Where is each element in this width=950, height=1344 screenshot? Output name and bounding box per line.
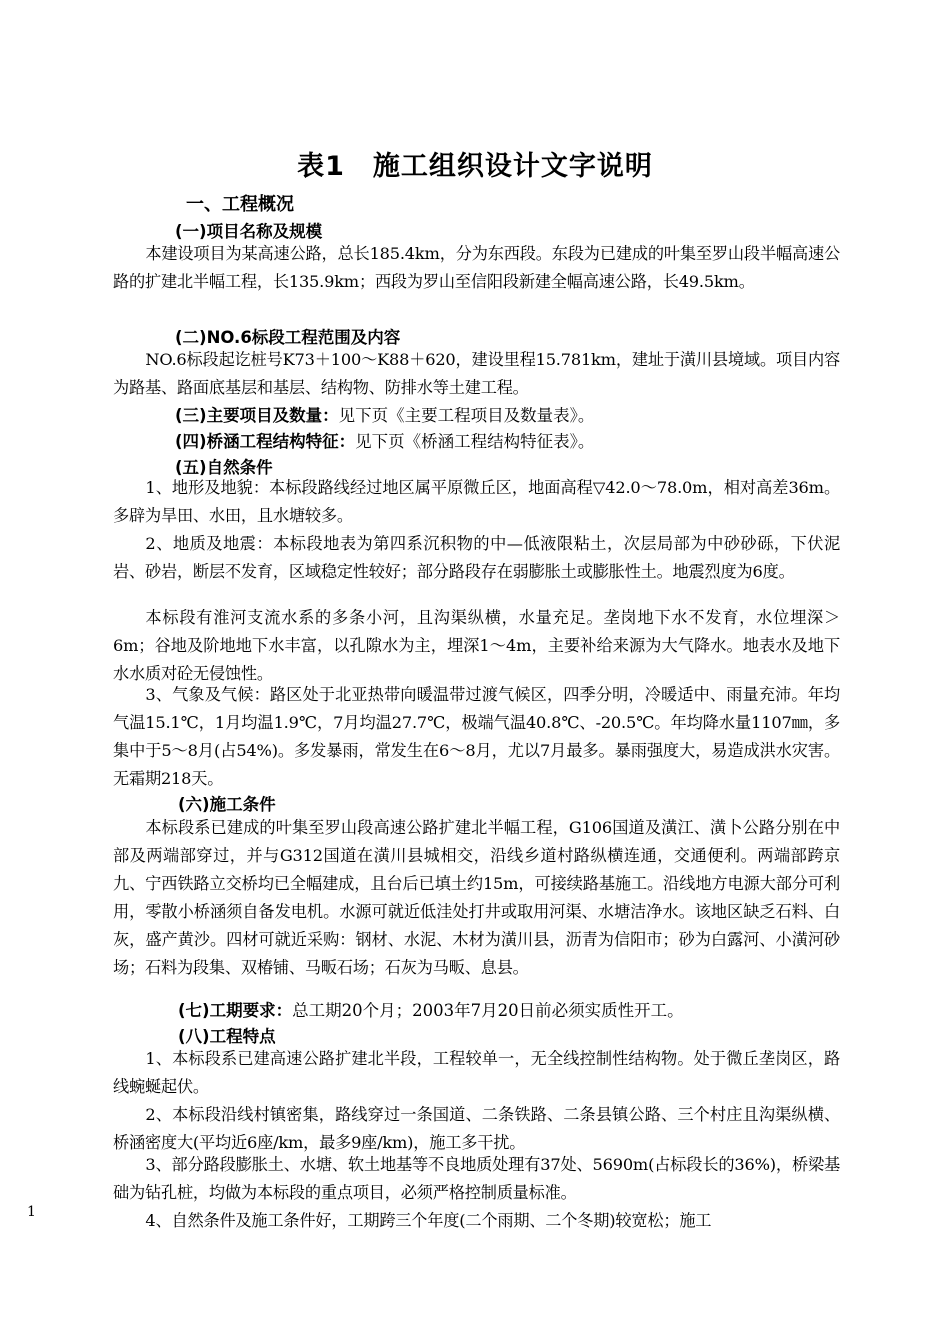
paragraph-feature-1: 1、本标段系已建高速公路扩建北半段，工程较单一，无全线控制性结构物。处于微丘垄岗区，路线蜿蜒起伏。 — [113, 1049, 840, 1096]
heading-features: (八)工程特点 — [178, 1027, 276, 1046]
paragraph-project-scale: 本建设项目为某高速公路，总长185.4km，分为东西段。东段为已建成的叶集至罗山段半幅高速公路的扩建北半幅工程，长135.9km；西段为罗山至信阳段新建全幅高速公路，长49.5km。 — [113, 244, 840, 291]
heading-construction-conditions: (六)施工条件 — [178, 795, 276, 814]
paragraph-feature-3: 3、部分路段膨胀土、水塘、软土地基等不良地质处理有37处、5690m(占标段长的36%)，桥梁基础为钻孔桩，均做为本标段的重点项目，必须严格控制质量标准。 — [113, 1155, 840, 1202]
heading-main-items-label: (三)主要项目及数量： — [175, 406, 339, 425]
paragraph-feature-4: 4、自然条件及施工条件好，工期跨三个年度(二个雨期、二个冬期)较宽松；施工 — [145, 1211, 712, 1230]
main-items-reference: 见下页《主要工程项目及数量表》。 — [338, 406, 595, 425]
heading-natural-conditions: (五)自然条件 — [175, 458, 273, 477]
section-heading-overview: 一、工程概况 — [186, 194, 294, 215]
paragraph-climate: 3、气象及气候：路区处于北亚热带向暖温带过渡气候区，四季分明，冷暖适中、雨量充沛。年均气温15.1℃，1月均温1.9℃，7月均温27.7℃，极端气温40.8℃、-20.5℃。年均降水量1107㎜，多集中于5～8月(占54%)。多发暴雨，常发生在6～8月，尤以7月最多。暴雨强度大，易造成洪水灾害。无霜期218天。 — [113, 685, 840, 788]
paragraph-section-scope: NO.6标段起讫桩号K73＋100～K88＋620，建设里程15.781km，建址于潢川县境域。项目内容为路基、路面底基层和基层、结构物、防排水等土建工程。 — [113, 350, 840, 397]
heading-project-scale: (一)项目名称及规模 — [175, 222, 323, 241]
heading-schedule-label: (七)工期要求： — [178, 1001, 293, 1020]
heading-section-scope: (二)NO.6标段工程范围及内容 — [175, 328, 401, 347]
heading-bridge-features-label: (四)桥涵工程结构特征： — [175, 432, 356, 451]
page-number: 1 — [27, 1204, 36, 1220]
paragraph-construction-conditions: 本标段系已建成的叶集至罗山段高速公路扩建北半幅工程，G106国道及潢江、潢卜公路分别在中部及两端部穿过，并与G312国道在潢川县城相交，沿线乡道村路纵横连通，交通便利。两端部跨京九、宁西铁路立交桥均已全幅建成，且台后已填土约15m，可接续路基施工。沿线地方电源大部分可利用，零散小桥涵须自备发电机。水源可就近低洼处打井或取用河渠、水塘洁净水。该地区缺乏石料、白灰，盛产黄沙。四材可就近采购：钢材、水泥、木材为潢川县，沥青为信阳市；砂为白露河、小潢河砂场；石料为段集、双椿铺、马畈石场；石灰为马畈、息县。 — [113, 818, 840, 977]
paragraph-terrain: 1、地形及地貌：本标段路线经过地区属平原微丘区，地面高程▽42.0～78.0m，相对高差36m。多辟为旱田、水田，且水塘较多。 — [113, 478, 840, 525]
page-title: 表1 施工组织设计文字说明 — [297, 151, 653, 182]
paragraph-feature-2: 2、本标段沿线村镇密集，路线穿过一条国道、二条铁路、二条县镇公路、三个村庄且沟渠纵横、桥涵密度大(平均近6座/km，最多9座/km)，施工多干扰。 — [113, 1105, 840, 1152]
paragraph-geology: 2、地质及地震：本标段地表为第四系沉积物的中—低液限粘土，次层局部为中砂砂砾，下伏泥岩、砂岩，断层不发育，区域稳定性较好；部分路段存在弱膨胀土或膨胀性土。地震烈度为6度。 — [113, 534, 840, 581]
bridge-features-reference: 见下页《桥涵工程结构特征表》。 — [355, 432, 595, 451]
paragraph-hydrology: 本标段有淮河支流水系的多条小河，且沟渠纵横，水量充足。垄岗地下水不发育，水位埋深＞6m；谷地及阶地地下水丰富，以孔隙水为主，埋深1～4m，主要补给来源为大气降水。地表水及地下水水质对砼无侵蚀性。 — [113, 608, 840, 683]
heading-bridge-features — [175, 428, 594, 452]
heading-schedule — [178, 997, 684, 1021]
schedule-text: 总工期20个月；2003年7月20日前必须实质性开工。 — [292, 1001, 684, 1020]
heading-main-items — [175, 402, 594, 426]
